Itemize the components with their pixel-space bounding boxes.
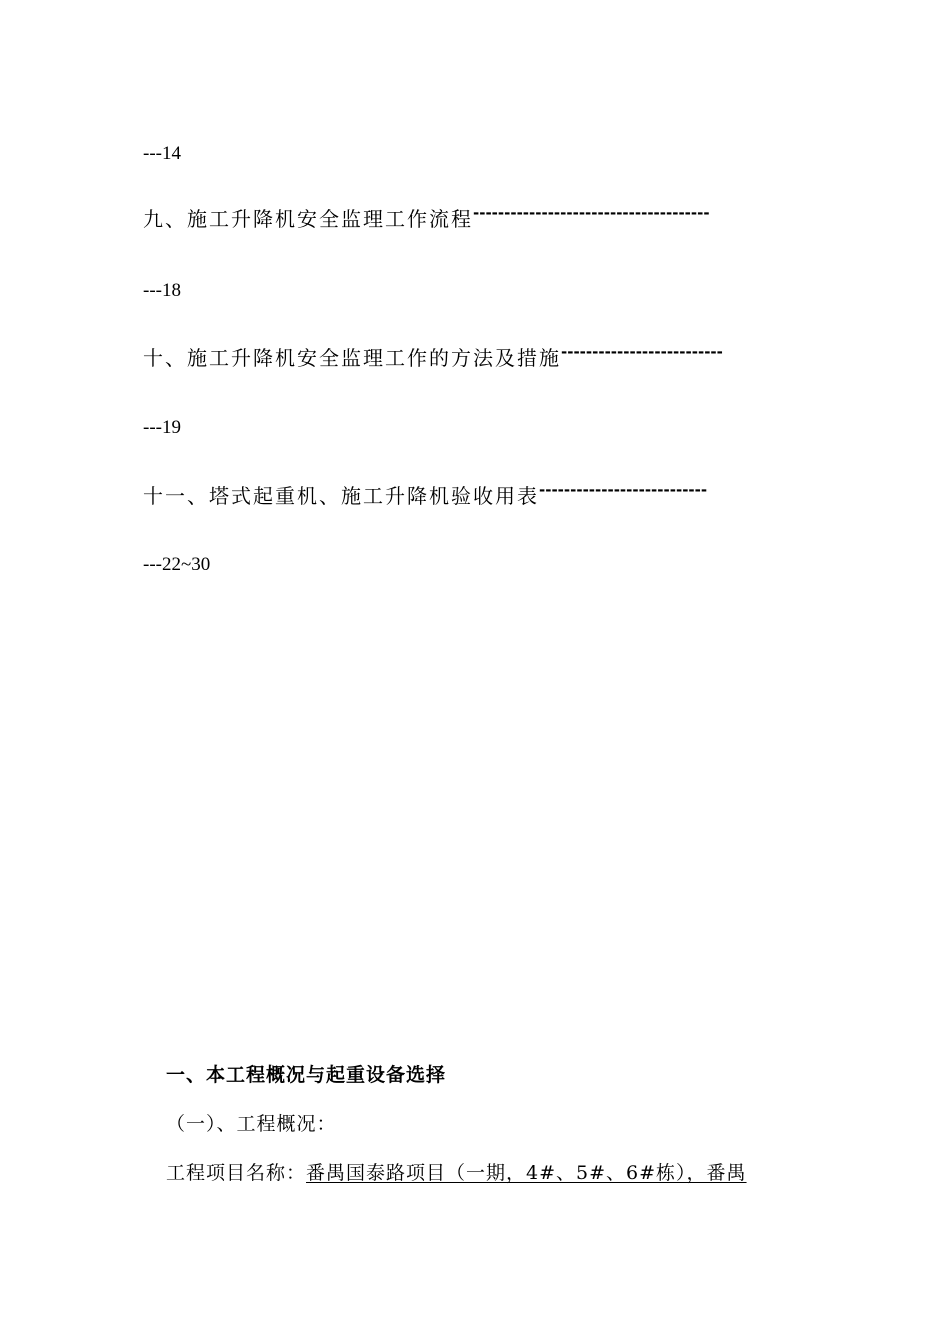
toc-entry-9 xyxy=(143,200,783,232)
toc-entry-10-page xyxy=(143,413,181,441)
toc-entry-9-page xyxy=(143,276,181,304)
toc-page-number: ---18 xyxy=(143,280,181,301)
toc-leader-dashes: -------------------------------------- xyxy=(473,204,710,222)
project-name-label: 工程项目名称： xyxy=(166,1162,307,1184)
project-name-value: 番禺国泰路项目（一期，4#、5#、6#栋），番禺 xyxy=(306,1162,747,1184)
toc-entry-title: 十、施工升降机安全监理工作的方法及措施 xyxy=(143,346,561,370)
toc-entry-11 xyxy=(143,477,761,509)
toc-page-ref-continued xyxy=(143,139,181,167)
project-name-line xyxy=(166,1160,747,1186)
toc-page-number: ---19 xyxy=(143,417,181,438)
toc-entry-11-page xyxy=(143,550,210,578)
toc-page-number: ---14 xyxy=(143,143,181,164)
toc-leader-dashes: --------------------------- xyxy=(539,481,708,499)
toc-entry-title: 十一、塔式起重机、施工升降机验收用表 xyxy=(143,484,539,508)
toc-page-number: ---22~30 xyxy=(143,554,211,575)
toc-entry-title: 九、施工升降机安全监理工作流程 xyxy=(143,207,473,231)
toc-leader-dashes: -------------------------- xyxy=(561,343,723,361)
subsection-heading: （一）、工程概况： xyxy=(166,1113,337,1135)
section-heading: 一、本工程概况与起重设备选择 xyxy=(166,1064,447,1086)
toc-entry-10 xyxy=(143,339,773,371)
